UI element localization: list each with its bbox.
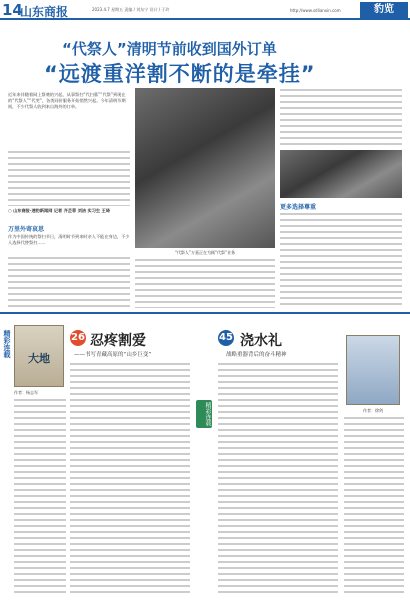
article-intro: 近年来伴随着网上祭奠的兴起，从事祭扫“代扫墓”“代祭”到现在的“代祭人”“代哭”，各类同价服务开始悄然兴起。今年清明节期间，不少代祭人收到来自海外的订单。: [8, 92, 126, 109]
article-body-lines-5: [280, 212, 402, 308]
article-body-lines-3: [135, 258, 275, 308]
column-2-title: 浇水礼: [240, 333, 282, 349]
column-1-author: 作者：杨志军: [14, 390, 38, 395]
book-cover-1: [14, 325, 64, 387]
photo-caption: “代祭人”万嘉正在为顾“代祭”业务: [174, 250, 236, 255]
subhead-overseas: 万里外寄哀思: [8, 226, 45, 233]
article-photo-2: [280, 150, 402, 198]
article-body: 作为中国传统的祭扫节日，清明时节到来时亲人不能在身边，不少人选择代替祭扫……: [8, 234, 130, 245]
column-1-number: 26: [70, 330, 86, 346]
newspaper-name: 山东商报: [20, 5, 69, 19]
serial-badge: 精彩连载: [196, 400, 212, 428]
issue-meta: 2023.4.7 星期五 责编 / 刘东宁 设计 / 于玲: [92, 7, 170, 12]
column-1-body-lines-2: [14, 398, 66, 596]
article-byline: ○ 山东商报·速豹新闻网 记者 齐芷菲 刘洁 实习生 王琦: [8, 208, 110, 213]
site-url[interactable]: http://www.sdlianxin.com: [290, 8, 341, 13]
article-body-lines-2: [8, 256, 130, 308]
column-1-body-lines: [70, 362, 190, 596]
column-2-subtitle: 战略重器背后的奋斗精神: [226, 352, 287, 358]
column-1-subtitle: ——书写青藏高原的“山乡巨变”: [74, 352, 152, 358]
column-1-title: 忍疼割爱: [90, 333, 146, 349]
article-photo: [135, 88, 275, 248]
section-divider: [0, 312, 410, 314]
article-body-lines: [8, 150, 130, 206]
column-2-body-lines: [218, 362, 338, 596]
article-kicker: “代祭人”清明节前收到国外订单: [62, 40, 277, 58]
page-header: [0, 0, 410, 20]
subhead-respect: 更多选择尊重: [280, 204, 317, 211]
column-2-number: 45: [218, 330, 234, 346]
column-2-body-lines-2: [344, 416, 404, 596]
article-body-lines-4: [280, 88, 402, 148]
page-number: 14: [2, 1, 23, 19]
article-headline: “远渡重洋割不断的是牵挂”: [44, 62, 316, 86]
section-label: 豹览: [360, 2, 408, 18]
book-cover-2: [346, 335, 400, 405]
book-cover-title: 大地: [28, 352, 50, 365]
column-2-author: 作者：徐剑: [363, 408, 383, 413]
side-label-left: 精彩连载: [3, 330, 11, 358]
